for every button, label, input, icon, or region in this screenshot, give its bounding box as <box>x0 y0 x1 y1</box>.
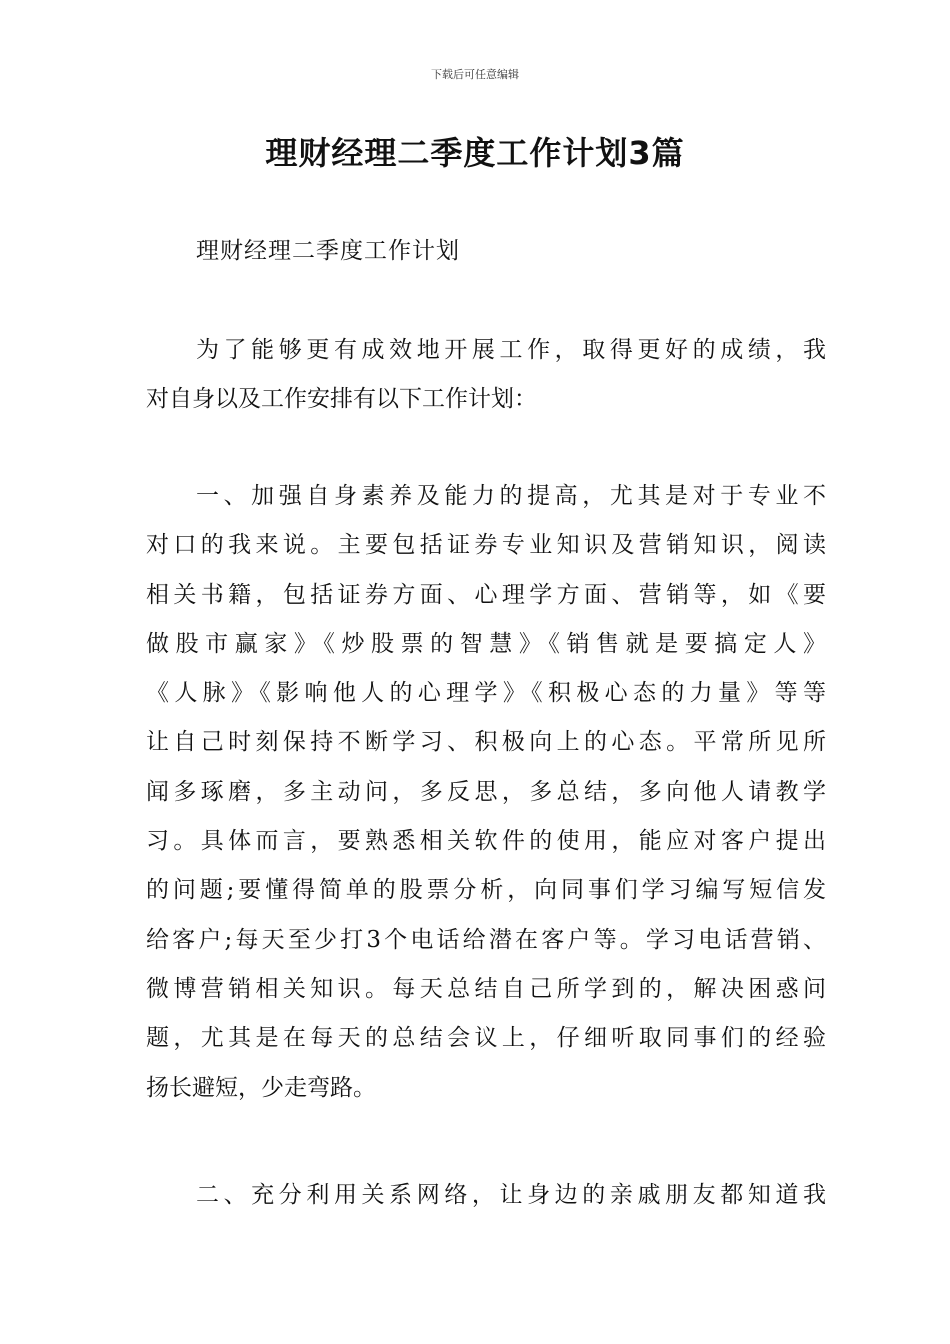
paragraph-line: 一、加强自身素养及能力的提高，尤其是对于专业不 <box>196 483 826 509</box>
document-subtitle: 理财经理二季度工作计划 <box>196 238 460 264</box>
paragraph-line: 闻多琢磨，多主动问，多反思，多总结，多向他人请教学 <box>146 778 826 805</box>
paragraph-section-two <box>146 1171 826 1220</box>
paragraph-line: 给客户;每天至少打3个电话给潜在客户等。学习电话营销、 <box>146 926 826 953</box>
paragraph-intro <box>146 326 826 425</box>
paragraph-line: 让自己时刻保持不断学习、积极向上的心态。平常所见所 <box>146 729 826 756</box>
paragraph-line: 相关书籍，包括证券方面、心理学方面、营销等，如《要 <box>146 581 826 608</box>
paragraph-line: 做股市赢家》《炒股票的智慧》《销售就是要搞定人》 <box>146 630 826 657</box>
paragraph-section-one <box>146 472 826 1113</box>
document-title: 理财经理二季度工作计划3篇 <box>265 134 685 172</box>
paragraph-line: 题，尤其是在每天的总结会议上，仔细听取同事们的经验 <box>146 1025 826 1052</box>
header-note: 下载后可任意编辑 <box>431 68 519 81</box>
paragraph-line: 对自身以及工作安排有以下工作计划： <box>146 386 537 413</box>
paragraph-line: 微博营销相关知识。每天总结自己所学到的，解决困惑问 <box>146 975 826 1002</box>
paragraph-line: 《人脉》《影响他人的心理学》《积极心态的力量》等等 <box>146 680 826 707</box>
paragraph-line: 二、充分利用关系网络，让身边的亲戚朋友都知道我 <box>196 1182 826 1208</box>
paragraph-line: 为了能够更有成效地开展工作，取得更好的成绩，我 <box>196 337 826 363</box>
paragraph-line: 扬长避短，少走弯路。 <box>146 1074 376 1101</box>
paragraph-line: 的问题;要懂得简单的股票分析，向同事们学习编写短信发 <box>146 877 826 904</box>
paragraph-line: 对口的我来说。主要包括证券专业知识及营销知识，阅读 <box>146 532 826 559</box>
paragraph-line: 习。具体而言，要熟悉相关软件的使用，能应对客户提出 <box>146 828 826 855</box>
